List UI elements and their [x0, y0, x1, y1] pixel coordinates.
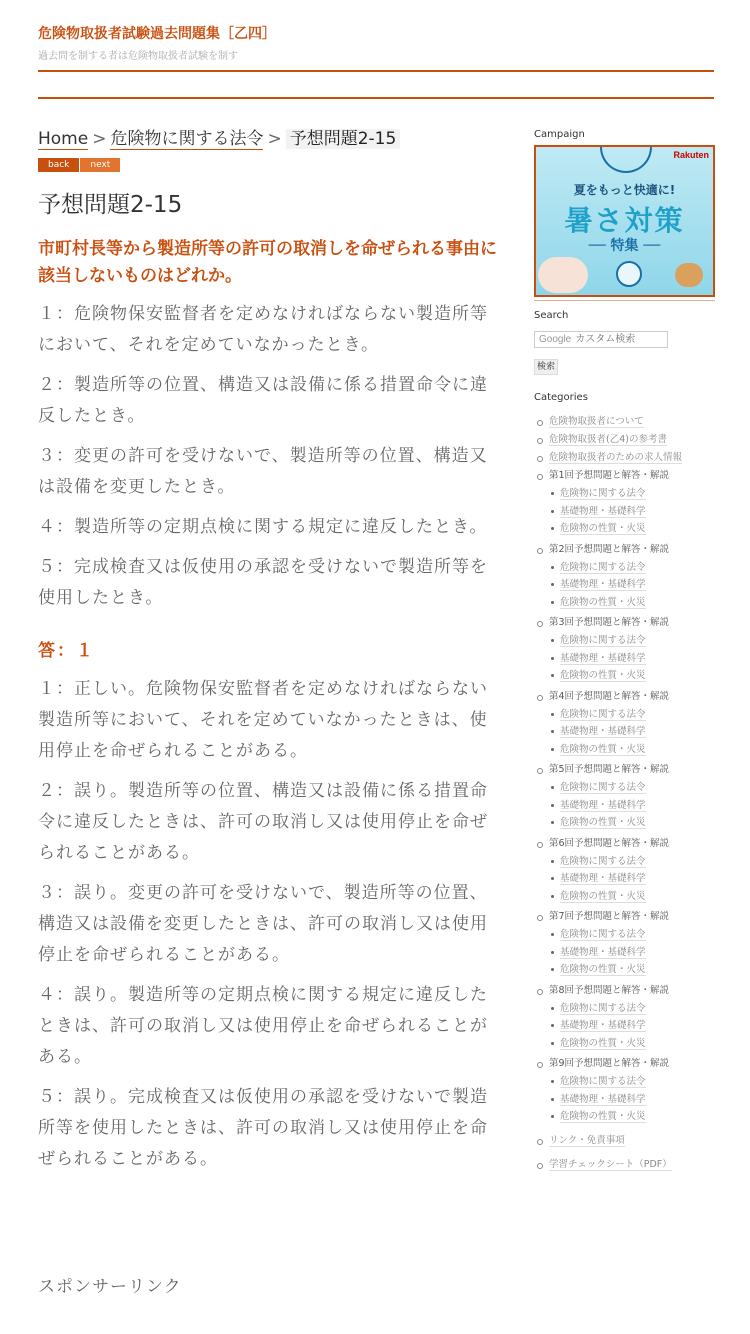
breadcrumb [38, 126, 498, 152]
next-button[interactable]: next [80, 158, 120, 172]
sub-category-link[interactable]: 危険物に関する法令 [560, 708, 646, 720]
round-label: 第5回予想問題と解答・解説 [549, 764, 670, 775]
sub-category-list [549, 632, 716, 685]
round-label: 第6回予想問題と解答・解説 [549, 837, 670, 849]
rakuten-logo: Rakuten [673, 150, 709, 160]
category-item [534, 467, 716, 538]
post-title: 予想問題2-15 [38, 192, 183, 218]
category-item [534, 614, 716, 685]
sub-category-link[interactable]: 基礎物理・基礎科学 [560, 579, 646, 590]
sub-category-list [549, 706, 716, 759]
search-button[interactable]: 検索 [534, 359, 558, 375]
sub-category-link[interactable]: 危険物に関する法令 [560, 488, 646, 499]
sub-category-link[interactable]: 危険物の性質・火災 [560, 890, 646, 902]
campaign-divider [534, 300, 715, 301]
round-label: 第8回予想問題と解答・解説 [549, 984, 670, 996]
sub-category-item [549, 723, 716, 741]
polar-bear-icon [616, 261, 642, 287]
sub-category-link[interactable]: 危険物に関する法令 [560, 1002, 646, 1014]
sub-category-link[interactable]: 危険物の性質・火災 [560, 596, 646, 608]
links-disclaimer-link[interactable]: リンク・免責事項 [549, 1134, 625, 1146]
sub-category-link[interactable]: 危険物の性質・火災 [560, 1111, 646, 1122]
sub-category-link[interactable]: 危険物に関する法令 [560, 855, 646, 867]
category-item [534, 761, 716, 832]
sub-category-list [549, 1000, 716, 1053]
sub-category-link[interactable]: 基礎物理・基礎科学 [560, 652, 646, 664]
sub-category-item [549, 650, 716, 668]
sub-category-item [549, 559, 716, 577]
sub-category-list [549, 485, 716, 538]
breadcrumb-separator: > [267, 129, 282, 149]
campaign-title: Campaign [534, 129, 585, 140]
search-title: Search [534, 310, 569, 321]
round-label: 第9回予想問題と解答・解説 [549, 1058, 670, 1069]
sub-category-item [549, 961, 716, 979]
category-link[interactable]: 危険物取扱者について [549, 416, 644, 427]
sub-category-item [549, 706, 716, 724]
sub-category-link[interactable]: 危険物に関する法令 [560, 635, 646, 646]
sub-category-item [549, 870, 716, 888]
sub-category-link[interactable]: 危険物の性質・火災 [560, 743, 646, 755]
back-button[interactable]: back [38, 158, 79, 172]
sub-category-item [549, 853, 716, 871]
sub-category-item [549, 594, 716, 612]
google-logo: Google [539, 334, 572, 345]
explanation-item: １：正しい。危険物保安監督者を定めなければならない製造所等において、それを定めていなかったときは、使用停止を命ぜられることがある。 [38, 679, 488, 761]
banner-subtitle: 夏をもっと快適に! [573, 183, 676, 197]
breadcrumb-current: 予想問題2-15 [286, 129, 401, 149]
sub-category-item [549, 888, 716, 906]
sidebar [534, 128, 716, 1174]
sub-category-item [549, 632, 716, 650]
sub-category-item [549, 503, 716, 521]
explanation-item: ４：誤り。製造所等の定期点検に関する規定に違反したときは、許可の取消し又は使用停止を命ぜられることがある。 [38, 985, 488, 1067]
header-divider [38, 70, 714, 72]
round-label: 第4回予想問題と解答・解説 [549, 690, 670, 702]
sub-category-item [549, 667, 716, 685]
sub-category-list [549, 926, 716, 979]
sub-category-item [549, 1073, 716, 1091]
category-item [534, 449, 716, 467]
category-item [534, 1132, 716, 1150]
category-item [534, 908, 716, 979]
breadcrumb-separator: > [92, 129, 107, 149]
answer-heading: 答：１ [38, 641, 95, 661]
categories-title: Categories [534, 392, 588, 403]
sub-category-list [549, 779, 716, 832]
category-item [534, 413, 716, 431]
sub-category-item [549, 814, 716, 832]
sleeping-girl-image [538, 257, 588, 293]
choice-item: ５：完成検査又は仮使用の承認を受けないで製造所等を使用したとき。 [38, 557, 488, 608]
sub-category-link[interactable]: 危険物の性質・火災 [560, 817, 646, 828]
breadcrumb-home[interactable]: Home [38, 129, 89, 149]
sub-category-item [549, 576, 716, 594]
sub-category-item [549, 926, 716, 944]
sub-category-link[interactable]: 基礎物理・基礎科学 [560, 873, 646, 884]
sub-category-link[interactable]: 基礎物理・基礎科学 [560, 1020, 646, 1031]
sub-category-link[interactable]: 危険物に関する法令 [560, 1076, 646, 1087]
explanation-item: ３：誤り。変更の許可を受けないで、製造所等の位置、構造又は設備を変更したときは、許可の取消し又は使用停止を命ぜられることがある。 [38, 883, 488, 965]
category-list [534, 413, 716, 1174]
banner-tag: ── 特集 ── [588, 238, 661, 254]
search-placeholder: カスタム検索 [575, 334, 636, 345]
checksheet-pdf-link[interactable]: 学習チェックシート（PDF） [549, 1158, 672, 1170]
sub-category-item [549, 741, 716, 759]
sub-category-link[interactable]: 基礎物理・基礎科学 [560, 505, 646, 517]
sub-category-item [549, 1108, 716, 1126]
sub-category-link[interactable]: 基礎物理・基礎科学 [560, 1093, 646, 1105]
sub-category-item [549, 797, 716, 815]
sub-category-item [549, 779, 716, 797]
banner-headline: 暑さ対策 [564, 204, 685, 237]
site-tagline: 過去問を制する者は危険物取扱者試験を制す [38, 51, 238, 62]
site-title[interactable]: 危険物取扱者試験過去問題集［乙四］ [38, 26, 276, 42]
sub-category-item [549, 1017, 716, 1035]
round-label: 第1回予想問題と解答・解説 [549, 470, 670, 481]
sub-category-link[interactable]: 基礎物理・基礎科学 [560, 799, 646, 811]
round-label: 第7回予想問題と解答・解説 [549, 911, 670, 922]
search-input[interactable] [534, 331, 668, 348]
sub-category-item [549, 944, 716, 962]
sub-category-link[interactable]: 危険物の性質・火災 [560, 964, 646, 975]
category-link[interactable]: 危険物取扱者(乙4)の参考書 [549, 434, 667, 445]
breadcrumb-section[interactable]: 危険物に関する法令 [110, 129, 264, 149]
choice-item: １：危険物保安監督者を定めなければならない製造所等において、それを定めていなかったとき。 [38, 304, 488, 355]
sub-category-link[interactable]: 危険物の性質・火災 [560, 1037, 646, 1049]
choice-item: ４：製造所等の定期点検に関する規定に違反したとき。 [38, 517, 488, 537]
sub-category-item [549, 1000, 716, 1018]
choice-item: ２：製造所等の位置、構造又は設備に係る措置命令に違反したとき。 [38, 375, 488, 426]
site-header [38, 24, 714, 64]
sub-category-item [549, 1091, 716, 1109]
sub-category-link[interactable]: 危険物の性質・火災 [560, 670, 646, 681]
sub-category-list [549, 1073, 716, 1126]
sub-category-link[interactable]: 危険物に関する法令 [560, 782, 646, 793]
sub-category-link[interactable]: 基礎物理・基礎科学 [560, 946, 646, 958]
sub-category-item [549, 1035, 716, 1053]
main-content [38, 126, 498, 1175]
sub-category-list [549, 853, 716, 906]
explanation-item: ５：誤り。完成検査又は仮使用の承認を受けないで製造所等を使用したときは、許可の取消し又は使用停止を命ぜられることがある。 [38, 1087, 488, 1169]
round-label: 第2回予想問題と解答・解説 [549, 543, 670, 555]
nav-divider [38, 97, 714, 99]
choice-item: ３：変更の許可を受けないで、製造所等の位置、構造又は設備を変更したとき。 [38, 446, 488, 497]
sub-category-item [549, 520, 716, 538]
explanation-item: ２：誤り。製造所等の位置、構造又は設備に係る措置命令に違反したときは、許可の取消し又は使用停止を命ぜられることがある。 [38, 781, 488, 863]
sub-category-link[interactable]: 危険物の性質・火災 [560, 523, 646, 534]
category-item [534, 688, 716, 759]
category-item [534, 431, 716, 449]
sub-category-link[interactable]: 危険物に関する法令 [560, 561, 646, 573]
sub-category-link[interactable]: 基礎物理・基礎科学 [560, 726, 646, 737]
category-item [534, 835, 716, 906]
category-item [534, 1156, 716, 1174]
pager [38, 158, 498, 172]
question-text: 市町村長等から製造所等の許可の取消しを命ぜられる事由に該当しないものはどれか。 [38, 239, 497, 286]
round-label: 第3回予想問題と解答・解説 [549, 617, 670, 628]
sub-category-item [549, 485, 716, 503]
sub-category-link[interactable]: 危険物に関する法令 [560, 929, 646, 940]
campaign-banner[interactable] [534, 145, 715, 297]
category-link[interactable]: 危険物取扱者のための求人情報 [549, 452, 683, 463]
sponsor-link-heading: スポンサーリンク [38, 1277, 182, 1297]
dog-image [675, 263, 703, 287]
sub-category-list [549, 559, 716, 612]
category-item [534, 982, 716, 1053]
category-item [534, 541, 716, 612]
category-item [534, 1055, 716, 1126]
